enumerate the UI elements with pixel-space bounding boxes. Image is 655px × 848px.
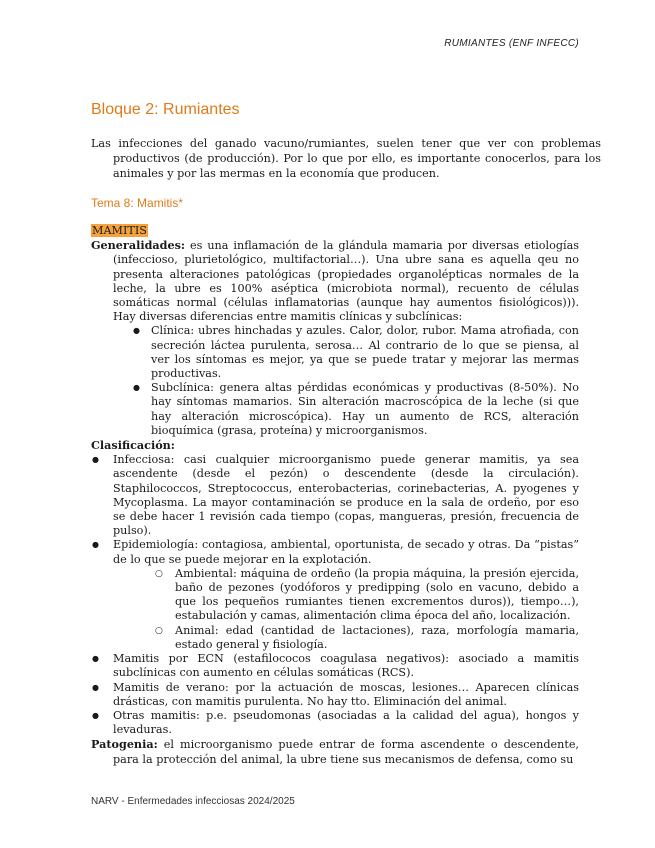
list-item-animal: ○ Animal: edad (cantidad de lactaciones), raza, morfología mamaria, estado general y fisiología. [135,624,579,652]
running-header: RUMIANTES (ENF INFECC) [444,38,579,49]
generalidades-paragraph [91,238,579,324]
section-label [91,224,579,238]
list-item-infecciosa: ● Infecciosa: casi cualquier microorganismo puede generar mamitis, ya sea ascendente (desde el pezón) o descendente (desde la circulación). Staphilococcos, Streptococcus, enterobacterias, corinebacterias, A. pyogenes y Mycoplasma. La mayor contaminación se produce en la sala de ordeño, por eso se debe hacer 1 revisión cada tiempo (copas, mangueras, presión, frecuencia de pulso). [91,453,579,538]
list-item-ambiental: ○ Ambiental: máquina de ordeño (la propia máquina, la presión ejercida, baño de pezones (yodóforos y predipping (solo en vacuno, debido a que los pequeños rumiantes tienen excrementos duros)), tiempo…), estabulación y camas, alimentación clima época del año, localización. [135,567,579,624]
list-item-epidemiologia [91,538,579,652]
page-footer: NARV - Enfermedades infecciosas 2024/2025 [91,796,295,807]
tema-title: Tema 8: Mamitis* [91,196,184,210]
epidemiologia-sublist [135,567,579,652]
generalidades-text: es una inflamación de la glándula mamaria por diversas etiologías (infeccioso, plurietológico, multifactorial…). Una ubre sana es aquella qeu no presenta alteraciones patológicas (propiedades organolépticas normales de la leche, la ubre es 100% aséptica (microbiota normal), recuento de células somáticas normal (células inflamatorias (aunque hay aumentos fisiológicos))). Hay diversas diferencias entre mamitis clínicas y subclínicas: [113,239,579,324]
clasificacion-list [91,453,579,737]
intro-paragraph: Las infecciones del ganado vacuno/rumiantes, suelen tener que ver con problemas productivos (de producción). Por lo que por ello, es importante conocerlos, para los animales y por las mermas en la economía que producen. [91,137,601,181]
epidemiologia-text: Epidemiología: contagiosa, ambiental, oportunista, de secado y otras. Da “pistas” de lo que se puede mejorar en la explotación. [113,538,579,566]
list-item-verano: ● Mamitis de verano: por la actuación de moscas, lesiones… Aparecen clínicas drásticas, con mamitis purulenta. No hay tto. Eliminación del animal. [91,681,579,709]
list-item-otras: ● Otras mamitis: p.e. pseudomonas (asociadas a la calidad del agua), hongos y levaduras. [91,709,579,737]
generalidades-label: Generalidades: [91,238,186,253]
patogenia-paragraph [91,737,579,766]
list-item-clinica: ● Clínica: ubres hinchadas y azules. Calor, dolor, rubor. Mama atrofiada, con secreción láctea purulenta, serosa… Al contrario de lo que se piensa, al ver los síntomas es mejor, ya que se puede tratar y mejorar las mermas productivas. [113,324,579,381]
main-content [91,224,579,767]
highlighted-heading: MAMITIS [92,224,147,237]
patogenia-label: Patogenia: [91,737,158,752]
block-title: Bloque 2: Rumiantes [91,101,240,118]
list-item-ecn: ● Mamitis por ECN (estafilococos coagulasa negativos): asociado a mamitis subclínicas con aumento en células somáticas (RCS). [91,652,579,680]
clasificacion-heading: Clasificación: [91,438,175,453]
patogenia-text: el microorganismo puede entrar de forma ascendente o descendente, para la protección del animal, la ubre tiene sus mecanismos de defensa, como su [113,738,579,766]
mamitis-types-list [113,324,579,438]
list-item-subclinica: ● Subclínica: genera altas pérdidas económicas y productivas (8-50%). No hay síntomas mamarios. Sin alteración macroscópica de la leche (si que hay alteración microscópica). Hay un aumento de RCS, alteración bioquímica (grasa, proteína) y microorganismos. [113,381,579,438]
